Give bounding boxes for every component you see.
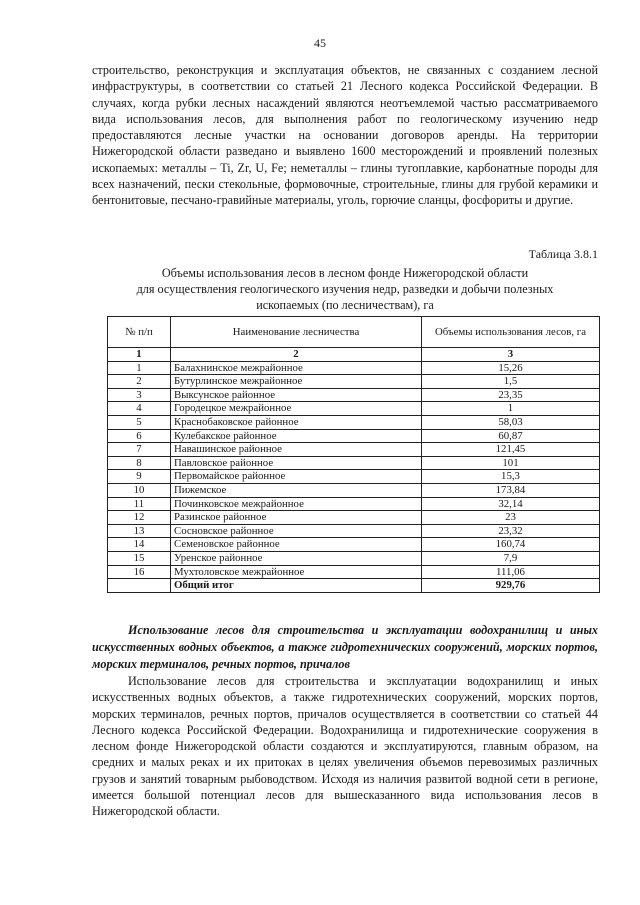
row-name-cell: Навашинское районное [171, 443, 422, 457]
index-cell: 1 [108, 348, 171, 362]
row-name-cell: Павловское районное [171, 456, 422, 470]
intro-paragraph: строительство, реконструкция и эксплуатация объектов, не связанных с созданием лесной инфраструктуры, в соответствии со статьей 21 Лесного кодекса Российской Федерации. В случаях, когда рубки лесных насаждений являются неотъемлемой частью рассматриваемого вида использования лесов, для выполнения работ по геологическому изучению недр предоставляются лесные участки на основании договоров аренды. На территории Нижегородской области разведано и выявлено 1600 месторождений и проявлений полезных ископаемых: металлы – Ti, Zr, U, Fe; неметаллы – глины тугоплавкие, карбонатные породы для всех назначений, пески стекольные, формовочные, строительные, глины для грубой керамики и бентонитовые, песчано-гравийные материалы, уголь, горючие сланцы, фосфориты и другие. [92, 63, 598, 208]
row-name-cell: Семеновское районное [171, 538, 422, 552]
table-row [108, 470, 600, 484]
table-row [108, 538, 600, 552]
row-name-cell: Разинское районное [171, 511, 422, 525]
row-num-cell: 9 [108, 470, 171, 484]
forestry-volumes-table [107, 316, 600, 593]
row-value-cell: 23,35 [422, 388, 600, 402]
table-row [108, 443, 600, 457]
row-num-cell: 5 [108, 415, 171, 429]
row-num-cell: 15 [108, 551, 171, 565]
index-cell: 2 [171, 348, 422, 362]
table-row [108, 511, 600, 525]
row-value-cell: 15,3 [422, 470, 600, 484]
page-number: 45 [314, 36, 326, 50]
header-num: № п/п [108, 317, 171, 348]
total-label-cell: Общий итог [171, 579, 422, 593]
table-title [110, 265, 580, 314]
row-num-cell: 6 [108, 429, 171, 443]
row-value-cell: 60,87 [422, 429, 600, 443]
row-num-cell: 2 [108, 375, 171, 389]
table-row [108, 551, 600, 565]
row-value-cell: 1,5 [422, 375, 600, 389]
table-row [108, 456, 600, 470]
row-name-cell: Кулебакское районное [171, 429, 422, 443]
row-num-cell: 13 [108, 524, 171, 538]
total-row [108, 579, 600, 593]
table-row [108, 388, 600, 402]
index-cell: 3 [422, 348, 600, 362]
row-value-cell: 23 [422, 511, 600, 525]
row-name-cell: Сосновское районное [171, 524, 422, 538]
table-row [108, 415, 600, 429]
row-name-cell: Выксунское районное [171, 388, 422, 402]
table-row [108, 402, 600, 416]
row-value-cell: 111,06 [422, 565, 600, 579]
row-value-cell: 58,03 [422, 415, 600, 429]
row-name-cell: Мухтоловское межрайонное [171, 565, 422, 579]
row-num-cell: 10 [108, 483, 171, 497]
row-name-cell: Уренское районное [171, 551, 422, 565]
row-num-cell: 11 [108, 497, 171, 511]
table-row [108, 497, 600, 511]
table-row [108, 524, 600, 538]
row-name-cell: Бутурлинское межрайонное [171, 375, 422, 389]
header-name: Наименование лесничества [171, 317, 422, 348]
row-num-cell: 14 [108, 538, 171, 552]
table-header-row [108, 317, 600, 348]
table-row [108, 361, 600, 375]
row-num-cell: 8 [108, 456, 171, 470]
table-title-line: ископаемых (по лесничествам), га [256, 298, 434, 313]
total-empty-cell [108, 579, 171, 593]
table-row [108, 375, 600, 389]
table-row [108, 429, 600, 443]
table-row [108, 565, 600, 579]
row-name-cell: Починковское межрайонное [171, 497, 422, 511]
total-value-cell: 929,76 [422, 579, 600, 593]
row-num-cell: 16 [108, 565, 171, 579]
row-num-cell: 12 [108, 511, 171, 525]
row-value-cell: 121,45 [422, 443, 600, 457]
row-value-cell: 32,14 [422, 497, 600, 511]
row-value-cell: 7,9 [422, 551, 600, 565]
row-name-cell: Пижемское [171, 483, 422, 497]
section-heading: Использование лесов для строительства и эксплуатации водохранилищ и иных искусственных водных объектов, а также гидротехнических сооружений, морских портов, морских терминалов, речных портов, причалов [92, 623, 598, 671]
table-title-line: для осуществления геологического изучения недр, разведки и добычи полезных [136, 282, 554, 297]
row-value-cell: 173,84 [422, 483, 600, 497]
row-num-cell: 1 [108, 361, 171, 375]
row-name-cell: Городецкое межрайонное [171, 402, 422, 416]
row-num-cell: 3 [108, 388, 171, 402]
row-value-cell: 15,26 [422, 361, 600, 375]
body-paragraph: Использование лесов для строительства и эксплуатации водохранилищ и иных искусственных водных объектов, а также гидротехнических сооружений, морских портов, морских терминалов, речных портов, причалов осуществляется в соответствии со статьей 44 Лесного кодекса Российской Федерации. Водохранилища и гидротехнические сооружения в лесном фонде Нижегородской области создаются и эксплуатируются, главным образом, на средних и малых реках и их притоках в целях увеличения объемов перевозимых различных грузов и занятий товарным рыбоводством. Исходя из наличия развитой водной сети в регионе, имеется большой потенциал лесов для вышесказанного вида использования лесов в Нижегородской области. [92, 674, 598, 819]
row-value-cell: 1 [422, 402, 600, 416]
column-index-row [108, 348, 600, 362]
table-title-line: Объемы использования лесов в лесном фонде Нижегородской области [161, 266, 529, 280]
row-num-cell: 4 [108, 402, 171, 416]
row-name-cell: Краснобаковское районное [171, 415, 422, 429]
row-value-cell: 23,32 [422, 524, 600, 538]
row-num-cell: 7 [108, 443, 171, 457]
row-value-cell: 101 [422, 456, 600, 470]
header-value: Объемы использования лесов, га [422, 317, 600, 348]
row-name-cell: Первомайское районное [171, 470, 422, 484]
table-label: Таблица 3.8.1 [528, 247, 598, 261]
row-name-cell: Балахнинское межрайонное [171, 361, 422, 375]
table-row [108, 483, 600, 497]
row-value-cell: 160,74 [422, 538, 600, 552]
